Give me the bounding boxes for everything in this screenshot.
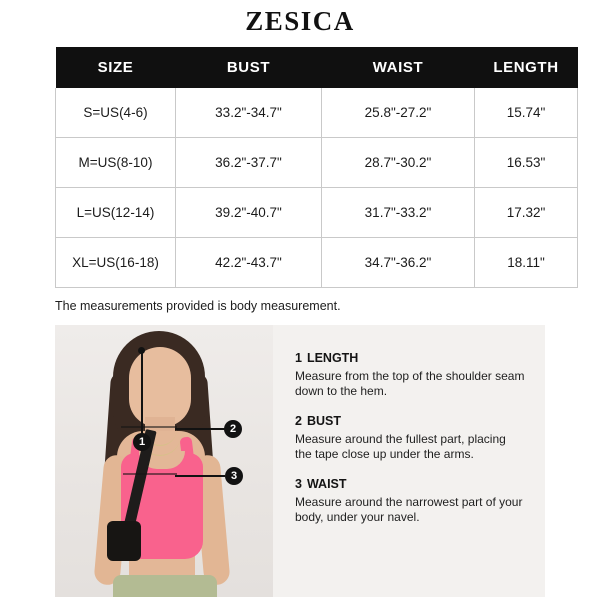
cell-length: 18.11"	[475, 238, 578, 288]
legend-title-waist	[295, 477, 525, 491]
cell-size: M=US(8-10)	[56, 138, 176, 188]
cell-waist: 34.7"-36.2"	[322, 238, 475, 288]
face	[129, 347, 191, 427]
legend-panel	[273, 325, 545, 597]
column-header-length: LENGTH	[475, 47, 578, 88]
model-photo	[55, 325, 273, 597]
legend-text-length: Measure from the top of the shoulder seam down to the hem.	[295, 369, 525, 398]
column-header-waist: WAIST	[322, 47, 475, 88]
legend-item-length	[295, 351, 525, 399]
cell-bust: 39.2"-40.7"	[176, 188, 322, 238]
measurement-guide	[55, 325, 545, 597]
cell-size: L=US(12-14)	[56, 188, 176, 238]
cell-bust: 42.2"-43.7"	[176, 238, 322, 288]
legend-item-waist	[295, 477, 525, 525]
column-header-size: SIZE	[56, 47, 176, 88]
legend-title-bust	[295, 414, 525, 428]
cell-size: XL=US(16-18)	[56, 238, 176, 288]
column-header-bust: BUST	[176, 47, 322, 88]
legend-number-2: 2	[295, 414, 302, 428]
size-table	[55, 47, 578, 288]
marker-2: 2	[224, 420, 242, 438]
cell-bust: 36.2"-37.7"	[176, 138, 322, 188]
pants	[113, 575, 217, 597]
legend-item-bust	[295, 414, 525, 462]
cell-length: 16.53"	[475, 138, 578, 188]
size-table-body	[56, 88, 578, 288]
cell-length: 17.32"	[475, 188, 578, 238]
legend-text-bust: Measure around the fullest part, placing the tape close up under the arms.	[295, 432, 506, 461]
waist-measure-line	[123, 473, 177, 475]
legend-label-length: LENGTH	[306, 351, 359, 365]
table-row	[56, 88, 578, 138]
table-row	[56, 188, 578, 238]
table-row	[56, 238, 578, 288]
cell-waist: 25.8"-27.2"	[322, 88, 475, 138]
cell-bust: 33.2"-34.7"	[176, 88, 322, 138]
marker-3: 3	[225, 467, 243, 485]
bust-measure-line	[121, 426, 177, 428]
table-row	[56, 138, 578, 188]
legend-text-waist: Measure around the narrowest part of your body, under your navel.	[295, 495, 523, 524]
length-leader-dot	[138, 347, 145, 354]
legend-number-1: 1	[295, 351, 302, 365]
cell-waist: 28.7"-30.2"	[322, 138, 475, 188]
waist-leader-line	[175, 475, 225, 477]
table-header-row	[56, 47, 578, 88]
cell-size: S=US(4-6)	[56, 88, 176, 138]
legend-label-bust: BUST	[306, 414, 341, 428]
length-leader-line	[141, 351, 143, 435]
marker-1: 1	[133, 433, 151, 451]
cell-length: 15.74"	[475, 88, 578, 138]
cell-waist: 31.7"-33.2"	[322, 188, 475, 238]
measurement-note: The measurements provided is body measurement.	[55, 299, 341, 313]
brand-logo: ZESICA	[245, 6, 355, 36]
legend-title-length	[295, 351, 525, 365]
legend-label-waist: WAIST	[306, 477, 347, 491]
size-table-head	[56, 47, 578, 88]
size-table-container	[55, 47, 559, 288]
legend-number-3: 3	[295, 477, 302, 491]
bust-leader-line	[175, 428, 225, 430]
shoulder-bag	[107, 521, 141, 561]
